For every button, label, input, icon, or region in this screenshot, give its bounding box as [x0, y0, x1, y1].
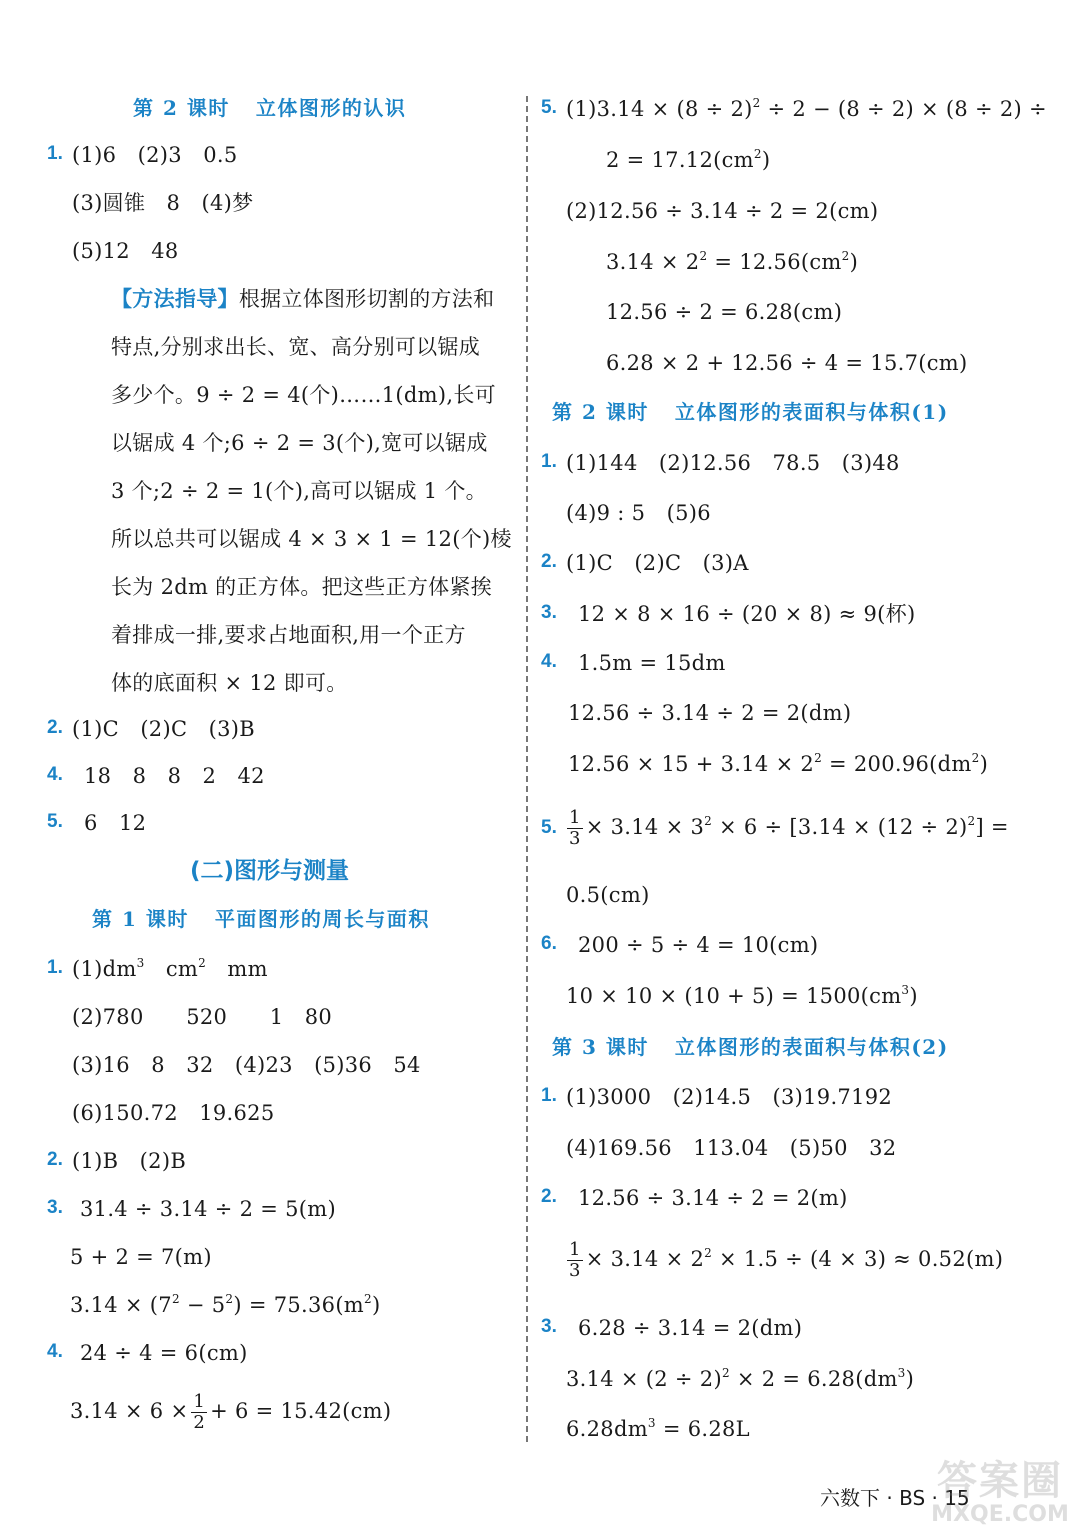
fraction	[567, 808, 583, 849]
expr: )	[761, 148, 771, 172]
question-number: 1.	[541, 1085, 557, 1106]
lesson-number: 第 1 课时	[92, 907, 189, 931]
exponent: 2	[971, 751, 980, 765]
question-number: 6.	[541, 933, 557, 954]
method-guide-tag: 【方法指导】	[111, 286, 239, 311]
exponent: 3	[647, 1416, 656, 1430]
expr: 3.14 × 2	[606, 250, 700, 274]
exponent: 3	[136, 956, 145, 970]
answer-line: 6 12	[84, 811, 147, 835]
expr: × 2 = 6.28(dm	[729, 1367, 898, 1391]
answer-line: (6)150.72 19.625	[72, 1101, 275, 1125]
exponent: 2	[225, 1292, 234, 1306]
lesson-topic: 立体图形的认识	[255, 96, 407, 120]
equation-line	[606, 145, 770, 175]
question-number: 2.	[47, 1149, 63, 1170]
numerator: 1	[569, 807, 581, 828]
expr: = 6.28L	[655, 1417, 750, 1441]
expr: ) = 75.36(m	[233, 1293, 365, 1317]
equation-line	[566, 1414, 750, 1444]
question-number: 3.	[47, 1197, 63, 1218]
equation-line: 12.56 ÷ 2 = 6.28(cm)	[606, 300, 843, 324]
equation-line	[568, 749, 988, 779]
numerator: 1	[193, 1391, 206, 1412]
expr: ÷ 2 − (8 ÷ 2) × (8 ÷ 2) ÷	[760, 97, 1047, 121]
answer-line: (1)C (2)C (3)A	[566, 551, 749, 575]
method-guide-line: 长为 2dm 的正方体。把这些正方体紧挨	[111, 575, 493, 599]
question-number: 3.	[541, 1316, 557, 1337]
answer-line: (1)C (2)C (3)B	[72, 717, 256, 741]
question-number: 2.	[541, 551, 557, 572]
expr: = 12.56(cm	[707, 250, 842, 274]
watermark-logo	[925, 1458, 1075, 1532]
expr: 6.28dm	[566, 1417, 648, 1441]
watermark-url: MXQE.COM	[931, 1502, 1069, 1527]
answer-line: (5)12 48	[72, 239, 179, 263]
answer-line: (4)9 : 5 (5)6	[566, 501, 711, 525]
page-footer: 六数下 · BS · 15	[820, 1486, 970, 1510]
expr: 10 × 10 × (10 + 5) = 1500(cm	[566, 984, 902, 1008]
section-title: (二)图形与测量	[190, 858, 350, 884]
expr: 2 = 17.12(cm	[606, 148, 754, 172]
answer-line: (3)圆锥 8 (4)梦	[72, 191, 254, 215]
question-number: 1.	[47, 957, 63, 978]
method-guide-line: 着排成一排,要求占地面积,用一个正方	[111, 623, 466, 647]
equation-line: 200 ÷ 5 ÷ 4 = 10(cm)	[578, 933, 819, 957]
lesson-number: 第 2 课时	[552, 400, 649, 424]
unit-text: mm	[206, 957, 268, 981]
exponent: 2	[721, 1366, 730, 1380]
equation-line: (2)12.56 ÷ 3.14 ÷ 2 = 2(cm)	[566, 199, 879, 223]
question-number: 5.	[541, 97, 557, 118]
column-divider	[526, 96, 528, 1442]
answer-line: (4)169.56 113.04 (5)50 32	[566, 1136, 897, 1160]
exponent: 2	[364, 1292, 372, 1306]
question-number: 5.	[541, 817, 557, 838]
expr: × 6 ÷ [3.14 × (12 ÷ 2)	[712, 815, 968, 839]
exponent: 2	[753, 147, 762, 161]
expr: × 1.5 ÷ (4 × 3) ≈ 0.52(m)	[712, 1247, 1004, 1271]
answer-line: 18 8 8 2 42	[84, 764, 265, 788]
denominator: 3	[569, 1260, 581, 1281]
question-number: 2.	[541, 1186, 557, 1207]
equation-line	[566, 1364, 914, 1394]
lesson-topic: 立体图形的表面积与体积(1)	[674, 400, 949, 424]
numerator: 1	[569, 1239, 581, 1260]
expr: ] =	[975, 815, 1009, 839]
expr: (1)3.14 × (8 ÷ 2)	[566, 97, 753, 121]
equation-line: 1.5m = 15dm	[578, 651, 726, 675]
expr: 3.14 × (7	[70, 1293, 172, 1317]
lesson-number: 第 2 课时	[133, 96, 230, 120]
exponent: 2	[814, 751, 823, 765]
exponent: 3	[901, 983, 910, 997]
expr: − 5	[179, 1293, 226, 1317]
question-number: 3.	[541, 602, 557, 623]
answer-line: (1)3000 (2)14.5 (3)19.7192	[566, 1085, 893, 1109]
equation-line: 5 + 2 = 7(m)	[70, 1245, 212, 1269]
answer-line: (3)16 8 32 (4)23 (5)36 54	[72, 1053, 421, 1077]
question-number: 4.	[541, 651, 557, 672]
equation-line: 12.56 ÷ 3.14 ÷ 2 = 2(m)	[578, 1186, 848, 1210]
method-guide-line: 以锯成 4 个;6 ÷ 2 = 3(个),宽可以锯成	[111, 431, 488, 455]
unit-text: cm	[144, 957, 199, 981]
equation-line: 12.56 ÷ 3.14 ÷ 2 = 2(dm)	[568, 701, 852, 725]
lesson-heading	[92, 905, 430, 933]
expr: 12.56 × 15 + 3.14 × 2	[568, 752, 815, 776]
method-guide-line: 3 个;2 ÷ 2 = 1(个),高可以锯成 1 个。	[111, 479, 487, 503]
equation-line	[566, 94, 1047, 124]
fraction	[567, 1240, 583, 1281]
answer-line: (1)144 (2)12.56 78.5 (3)48	[566, 451, 900, 475]
expr: × 3.14 × 2	[585, 1247, 705, 1271]
method-guide-text: 根据立体图形切割的方法和	[238, 287, 495, 311]
lesson-heading	[552, 398, 949, 426]
lesson-heading	[552, 1033, 949, 1061]
expr: + 6 = 15.42(cm)	[210, 1399, 392, 1423]
denominator: 2	[193, 1412, 206, 1433]
equation-line: 6.28 × 2 + 12.56 ÷ 4 = 15.7(cm)	[606, 351, 968, 375]
equation-line	[70, 1392, 391, 1433]
lesson-number: 第 3 课时	[552, 1035, 649, 1059]
equation-line	[564, 1240, 1003, 1281]
lesson-heading	[133, 94, 406, 122]
equation-line	[564, 808, 1009, 849]
method-guide-line: 所以总共可以锯成 4 × 3 × 1 = 12(个)棱	[111, 527, 512, 551]
equation-line: 12 × 8 × 16 ÷ (20 × 8) ≈ 9(杯)	[578, 602, 916, 626]
exponent: 2	[171, 1292, 180, 1306]
question-number: 4.	[47, 764, 63, 785]
answer-line: (2)780 520 1 80	[72, 1005, 333, 1029]
question-number: 5.	[47, 811, 63, 832]
unit-text: (1)dm	[72, 957, 137, 981]
question-number: 1.	[541, 451, 557, 472]
question-number: 1.	[47, 143, 63, 164]
expr: )	[371, 1293, 381, 1317]
lesson-topic: 立体图形的表面积与体积(2)	[674, 1035, 949, 1059]
question-number: 2.	[47, 717, 63, 738]
equation-line: 24 ÷ 4 = 6(cm)	[80, 1341, 248, 1365]
fraction	[191, 1392, 207, 1433]
denominator: 3	[569, 828, 581, 849]
expr: )	[979, 752, 989, 776]
method-guide-line: 特点,分别求出长、宽、高分别可以锯成	[111, 335, 481, 359]
expr: × 3.14 × 3	[585, 815, 705, 839]
expr: = 200.96(dm	[822, 752, 972, 776]
answer-line: (1)B (2)B	[72, 1149, 187, 1173]
equation-line	[70, 1290, 380, 1320]
question-number: 4.	[47, 1341, 63, 1362]
watermark-text: 答案圈	[937, 1458, 1063, 1504]
equation-line	[606, 247, 858, 277]
expr: )	[905, 1367, 915, 1391]
lesson-topic: 平面图形的周长与面积	[214, 907, 430, 931]
answer-line: (1)6 (2)3 0.5	[72, 143, 238, 167]
equation-line	[566, 981, 918, 1011]
method-guide-line: 体的底面积 × 12 即可。	[111, 671, 348, 695]
equation-line: 31.4 ÷ 3.14 ÷ 2 = 5(m)	[80, 1197, 336, 1221]
exponent: 2	[198, 956, 207, 970]
exponent: 3	[897, 1366, 906, 1380]
exponent: 2	[967, 814, 976, 828]
exponent: 2	[841, 249, 850, 263]
expr: )	[849, 250, 859, 274]
equation-line: 6.28 ÷ 3.14 = 2(dm)	[578, 1316, 803, 1340]
exponent: 2	[699, 249, 708, 263]
method-guide-line	[111, 284, 494, 314]
method-guide-line: 多少个。9 ÷ 2 = 4(个)……1(dm),长可	[111, 383, 496, 407]
answer-line	[72, 954, 268, 984]
expr: )	[909, 984, 918, 1008]
exponent: 2	[752, 96, 761, 110]
expr: 3.14 × 6 ×	[70, 1399, 189, 1423]
equation-line: 0.5(cm)	[566, 883, 650, 907]
expr: 3.14 × (2 ÷ 2)	[566, 1367, 722, 1391]
exponent: 2	[704, 814, 713, 828]
exponent: 2	[704, 1246, 713, 1260]
